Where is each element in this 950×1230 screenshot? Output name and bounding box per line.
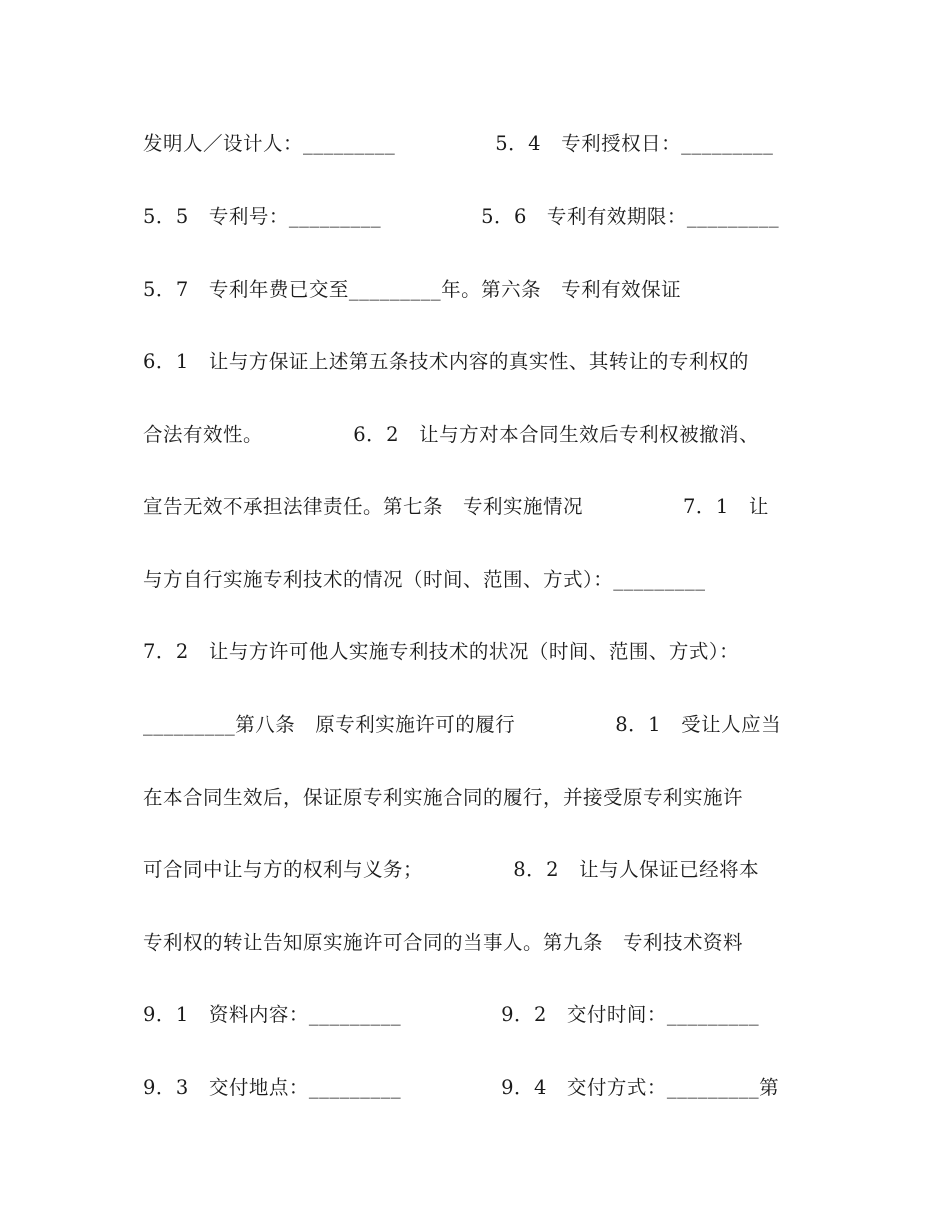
text-line-14: 9．3 交付地点：_________ 9．4 交付方式：_________第 [143, 1076, 780, 1099]
text-line-7: 与方自行实施专利技术的情况（时间、范围、方式）：_________ [143, 568, 706, 591]
text-line-9: _________第八条 原专利实施许可的履行 8．1 受让人应当 [143, 713, 782, 736]
text-line-6: 宣告无效不承担法律责任。第七条 专利实施情况 7．1 让 [143, 495, 769, 518]
text-line-1: 发明人／设计人：_________ 5．4 专利授权日：_________ [143, 132, 774, 155]
text-line-12: 专利权的转让告知原实施许可合同的当事人。第九条 专利技术资料 [143, 931, 744, 954]
text-line-4: 6．1 让与方保证上述第五条技术内容的真实性、其转让的专利权的 [143, 350, 749, 373]
text-line-8: 7．2 让与方许可他人实施专利技术的状况（时间、范围、方式）： [143, 640, 740, 663]
text-line-13: 9．1 资料内容：_________ 9．2 交付时间：_________ [143, 1003, 760, 1026]
text-line-10: 在本合同生效后，保证原专利实施合同的履行，并接受原专利实施许 [143, 786, 744, 809]
text-line-3: 5．7 专利年费已交至_________年。第六条 专利有效保证 [143, 278, 682, 301]
text-line-11: 可合同中让与方的权利与义务； 8．2 让与人保证已经将本 [143, 858, 760, 881]
text-line-5: 合法有效性。 6．2 让与方对本合同生效后专利权被撤消、 [143, 423, 760, 446]
text-line-2: 5．5 专利号：_________ 5．6 专利有效期限：_________ [143, 205, 780, 228]
